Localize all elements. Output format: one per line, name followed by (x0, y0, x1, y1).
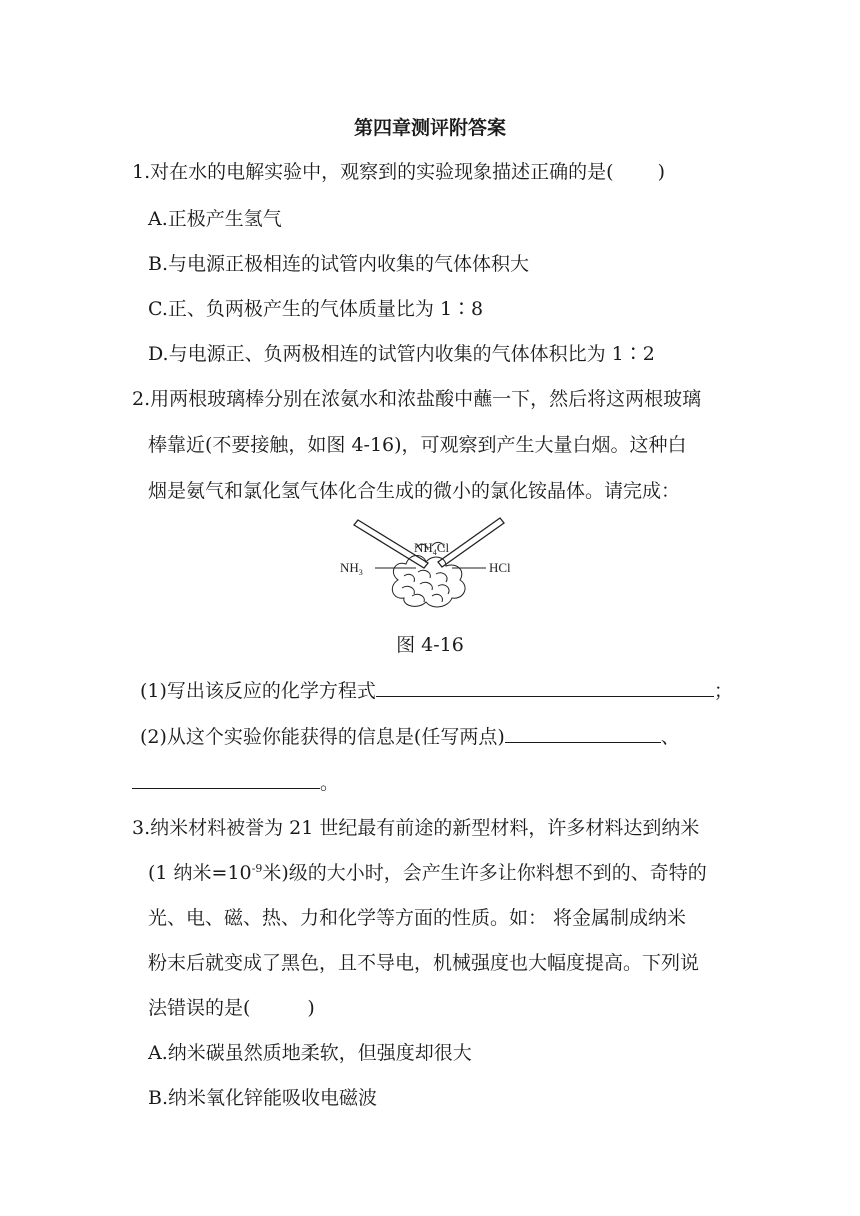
page-title: 第四章测评附答案 (353, 117, 506, 139)
question-3-line-3: 光、电、磁、热、力和化学等方面的性质。如： 将金属制成纳米 (148, 907, 687, 929)
question-3-option-a: A.纳米碳虽然质地柔软，但强度却很大 (148, 1042, 472, 1064)
question-2-stem-line-2: 棒靠近(不要接触，如图 4-16)，可观察到产生大量白烟。这种白 (148, 434, 687, 456)
sub-1-end: ； (713, 680, 733, 702)
sub-1-text: (1)写出该反应的化学方程式 (140, 680, 376, 702)
question-2-sub-2 (140, 724, 680, 749)
label-hcl: HCl (489, 560, 511, 575)
question-1-option-a: A.正极产生氢气 (148, 208, 282, 230)
answer-blank-equation[interactable] (376, 678, 714, 697)
q3-line-2-a: (1 纳米=10 (148, 862, 252, 884)
question-3-line-4: 粉末后就变成了黑色，且不导电，机械强度也大幅度提高。下列说 (148, 952, 700, 974)
answer-blank-info-1[interactable] (505, 724, 661, 743)
sub-2-sep: 、 (660, 726, 680, 748)
answer-blank-info-2[interactable] (132, 770, 320, 789)
q3-line-2-b: 米)级的大小时，会产生许多让你料想不到的、奇特的 (262, 862, 707, 884)
q3-exponent: -9 (251, 862, 263, 875)
question-2-sub-2-continued (132, 770, 339, 795)
sub-2-text: (2)从这个实验你能获得的信息是(任写两点) (140, 726, 505, 748)
question-1-stem: 1.对在水的电解实验中，观察到的实验现象描述正确的是( ) (132, 161, 665, 183)
question-3-line-1: 3.纳米材料被誉为 21 世纪最有前途的新型材料，许多材料达到纳米 (132, 817, 700, 839)
sub-2-end: 。 (320, 772, 340, 794)
question-3-line-5: 法错误的是( ) (148, 997, 315, 1019)
question-3-option-b: B.纳米氧化锌能吸收电磁波 (148, 1087, 378, 1109)
question-3-line-2 (148, 861, 707, 885)
question-2-stem-line-1: 2.用两根玻璃棒分别在浓氨水和浓盐酸中蘸一下，然后将这两根玻璃 (132, 388, 702, 410)
question-1-option-d: D.与电源正、负两极相连的试管内收集的气体体积比为 1∶2 (148, 343, 655, 365)
label-nh4cl: $NH_4Cl$ (414, 540, 450, 557)
figure-caption: 图 4-16 (396, 634, 464, 656)
question-2-stem-line-3: 烟是氨气和氯化氢气体化合生成的微小的氯化铵晶体。请完成： (148, 480, 681, 502)
ammonia-hcl-figure (340, 510, 530, 622)
question-1-option-c: C.正、负两极产生的气体质量比为 1∶8 (148, 298, 484, 320)
label-nh3: $NH_3$ (340, 560, 363, 577)
question-1-option-b: B.与电源正极相连的试管内收集的气体体积大 (148, 253, 530, 275)
question-2-sub-1 (140, 678, 733, 703)
